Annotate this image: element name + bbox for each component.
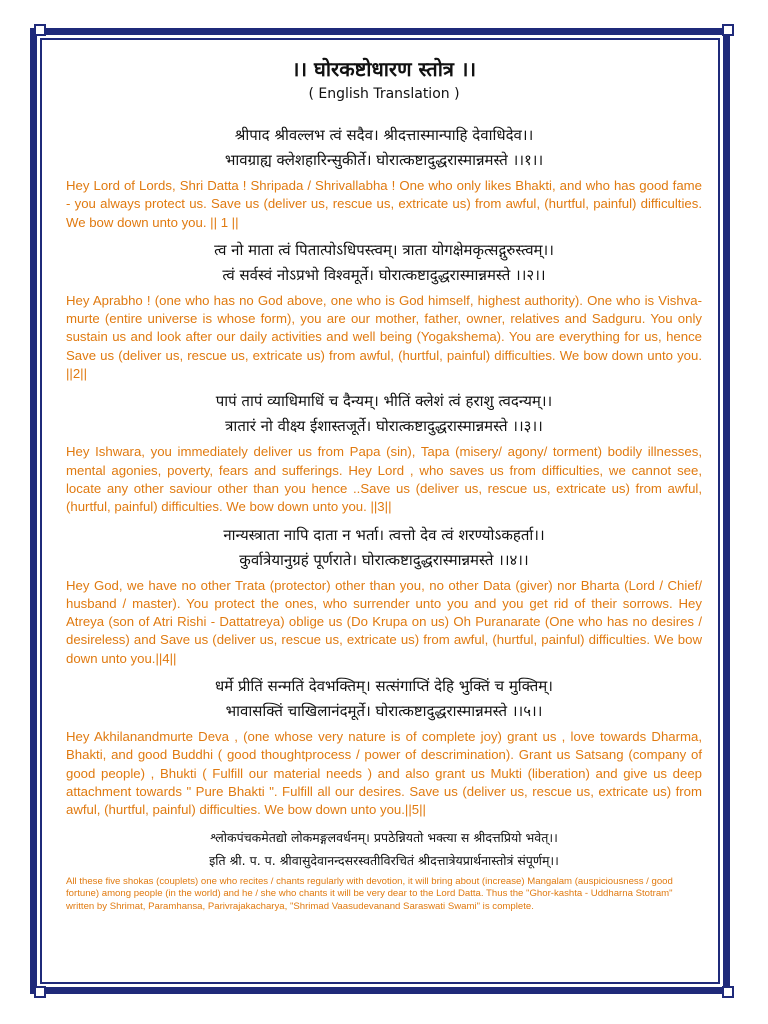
sanskrit-verse: नान्यस्त्राता नापि दाता न भर्ता। त्वत्तो देव त्वं शरण्योऽकहर्ता।। — [223, 525, 545, 544]
english-translation: Hey Lord of Lords, Shri Datta ! Shripada / Shrivallabha ! One who only likes Bhakti, and who has good fame - you always protect us. Save us (deliver us, rescue us, extricate us) from awful, (hurtful, painful) difficulties. We bow down unto you. || 1 || — [66, 178, 702, 230]
sanskrit-verse: इति श्री. प. प. श्रीवासुदेवानन्दसरस्वतीविरचितं श्रीदत्तात्रेयप्रार्थनास्तोत्रं संपूर्णम्।। — [209, 852, 559, 868]
english-translation: Hey Aprabho ! (one who has no God above, one who is God himself, highest authority). One who is Vishva- murte (entire universe is whose form), you are our mother, father, owner, relatives and Sadguru. You only sustain us and look after our daily activities and well being (Yogakshema). You are everything for us, hence Save us (deliver us, rescue us, extricate us) from awful, (hurtful, painful) difficulties. We bow down unto you. ||2|| — [66, 292, 702, 382]
sanskrit-verse: श्लोकपंचकमेतद्यो लोकमङ्गलवर्धनम्। प्रपठेन्नियतो भक्त्या स श्रीदत्तप्रियो भवेत्।। — [210, 829, 558, 845]
stanza-4 — [66, 523, 702, 668]
closing-section — [66, 826, 702, 914]
border-corner — [722, 986, 734, 998]
sanskrit-verse: त्व नो माता त्वं पितात्पोऽधिपस्त्वम्। त्राता योगक्षेमकृत्सद्गुरुस्त्वम्।। — [214, 240, 554, 259]
sanskrit-verse: त्रातारं नो वीक्ष्य ईशास्तजूर्ते। घोरात्कष्टादुद्धरास्मान्नमस्ते ।।३।। — [225, 417, 543, 436]
stanza-1 — [66, 123, 702, 232]
sanskrit-verse: धर्मे प्रीतिं सन्मतिं देवभक्तिम्। सत्संगाप्तिं देहि भुक्तिं च मुक्तिम्। — [215, 677, 553, 696]
sanskrit-verse: त्वं सर्वस्वं नोऽप्रभो विश्वमूर्ते। घोरात्कष्टादुद्धरास्मान्नमस्ते ।।२।। — [222, 265, 546, 284]
english-translation: Hey God, we have no other Trata (protector) other than you, no other Data (giver) nor Bharta (Lord / Chief/ husband / master). You protect the ones, who surrender unto you and you get rid of their sorrows. Hey Atreya (son of Atri Rishi - Dattatreya) oblige us (Do Krupa on us) Oh Puranarate (One who has no desires / desireless) and Save us (deliver us, rescue us, extricate us) from awful, (hurtful, painful) difficulties. We bow down unto you.||4|| — [66, 577, 702, 666]
border-corner — [722, 24, 734, 36]
sanskrit-verse: भावासक्तिं चाखिलानंदमूर्ते। घोरात्कष्टादुद्धरास्मान्नमस्ते ।।५।। — [225, 702, 543, 721]
english-translation: Hey Akhilanandmurte Deva , (one whose very nature is of complete joy) grant us , love towards Dharma, Bhakti, and good Buddhi ( good thoughtprocess / power of descrimination). Grant us Satsang (company of good people) , Bhukti ( Fulfill our material needs ) and also grant us Mukti (liberation) and give us deep attachment towards " Pure Bhakti ". Fulfill all our desires. Save us (deliver us, rescue us, extricate us) from awful, (hurtful, painful) difficulties. We bow down unto you.||5|| — [66, 729, 702, 818]
stanza-3 — [66, 389, 702, 516]
sanskrit-verse: श्रीपाद श्रीवल्लभ त्वं सदैव। श्रीदत्तास्मान्पाहि देवाधिदेव।। — [234, 126, 534, 144]
border-corner — [34, 986, 46, 998]
sanskrit-verse: पापं तापं व्याधिमाधिं च दैन्यम्। भीतिं क्लेशं त्वं हराशु त्वदन्यम्।। — [215, 392, 553, 411]
document-body — [66, 55, 702, 913]
sanskrit-verse: कुर्वात्रेयानुग्रहं पूर्णराते। घोरात्कष्टादुद्धरास्मान्नमस्ते ।।४।। — [239, 550, 529, 569]
closing-translation: All these five shokas (couplets) one who recites / chants regularly with devotion, it will bring about (increase) Mangalam (auspiciousness / good fortune) among people (in the world) and he / she who chants it will be very dear to the Lord Datta. Thus the "Ghor-kashta - Uddharna Stotram" written by Shrimat, Paramhansa, Parivrajakacharya, "Shrimad Vaasudevanand Saraswati Swami" is complete. — [66, 875, 673, 912]
page-subtitle: ( English Translation ) — [308, 86, 460, 102]
sanskrit-verse: भावग्राह्य क्लेशहारिन्सुकीर्ते। घोरात्कष्टादुद्धरास्मान्नमस्ते ।।१।। — [224, 151, 544, 169]
border-corner — [34, 24, 46, 36]
stanza-5 — [66, 674, 702, 819]
stanza-2 — [66, 238, 702, 383]
page-title: ।। घोरकष्टोधारण स्तोत्र ।। — [291, 57, 477, 81]
english-translation: Hey Ishwara, you immediately deliver us from Papa (sin), Tapa (misery/ agony/ torment) bodily illnesses, mental agonies, poverty, fears and sufferings. Hey Lord , who saves us from difficulties, we cannot see, locate any other saviour other than you hence ..Save us (deliver us, rescue us, extricate us) from awful, (hurtful, painful) difficulties. We bow down unto you. ||3|| — [66, 444, 702, 515]
